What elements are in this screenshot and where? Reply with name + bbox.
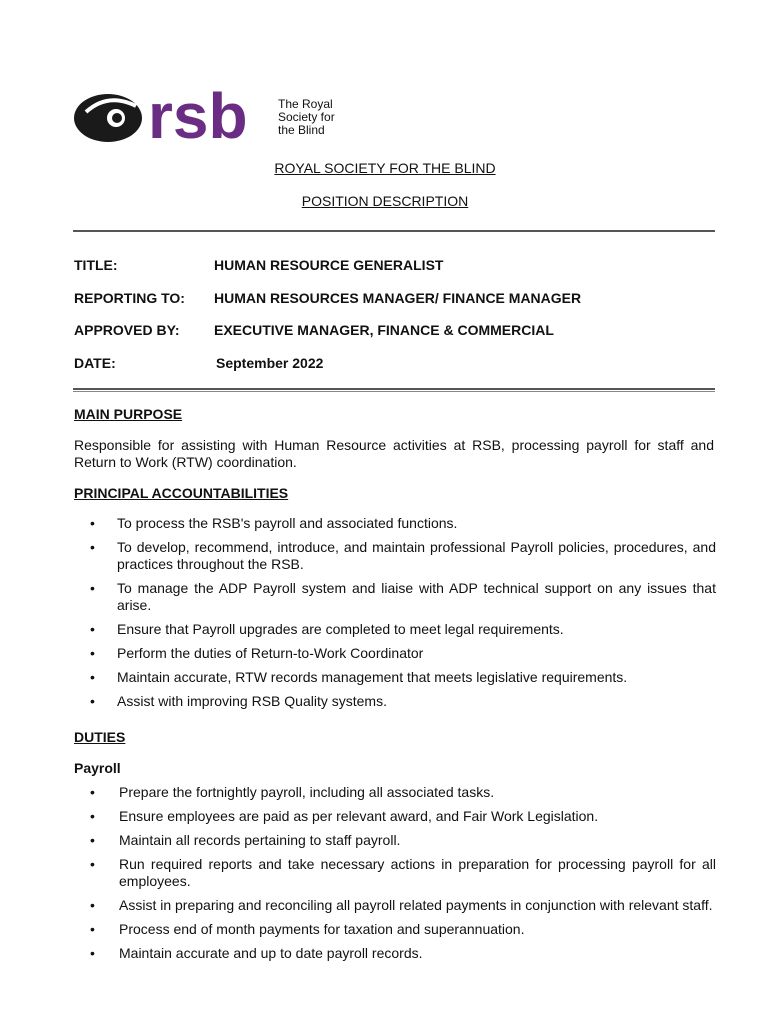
logo-wordmark: rsb xyxy=(148,82,248,146)
meta-label: REPORTING TO: xyxy=(74,290,185,306)
meta-row-reporting-to xyxy=(74,290,724,308)
logo-tagline xyxy=(278,98,335,137)
list-item: • To manage the ADP Payroll system and liaise with ADP technical support on any issues that arise. xyxy=(74,580,716,614)
list-item: • Maintain all records pertaining to staff payroll. xyxy=(74,832,716,849)
list-item: • Prepare the fortnightly payroll, including all associated tasks. xyxy=(74,784,716,801)
duties-heading: DUTIES xyxy=(74,729,126,745)
list-item: • To process the RSB's payroll and associated functions. xyxy=(74,515,716,532)
meta-label: APPROVED BY: xyxy=(74,322,180,338)
main-purpose-text: Responsible for assisting with Human Resource activities at RSB, processing payroll for staff and Return to Work (RTW) coordination. xyxy=(74,437,714,470)
list-item: • Ensure employees are paid as per relevant award, and Fair Work Legislation. xyxy=(74,808,716,825)
logo-tagline-line-2: Society for xyxy=(278,110,335,124)
rsb-logo xyxy=(72,82,362,146)
main-purpose-heading: MAIN PURPOSE xyxy=(74,406,183,422)
divider-bottom xyxy=(73,388,715,390)
meta-label: DATE: xyxy=(74,355,116,371)
meta-value: HUMAN RESOURCE GENERALIST xyxy=(214,257,444,273)
divider-top xyxy=(73,230,715,232)
list-item: • Maintain accurate and up to date payroll records. xyxy=(74,945,716,962)
meta-row-title xyxy=(74,257,724,275)
meta-label: TITLE: xyxy=(74,257,118,273)
logo-tagline-line-3: the Blind xyxy=(278,123,325,137)
list-item: • Ensure that Payroll upgrades are completed to meet legal requirements. xyxy=(74,621,716,638)
list-item: • Assist in preparing and reconciling all payroll related payments in conjunction with relevant staff. xyxy=(74,897,716,914)
list-item: • Assist with improving RSB Quality systems. xyxy=(74,693,716,710)
meta-row-date xyxy=(74,355,724,373)
list-item: • Maintain accurate, RTW records management that meets legislative requirements. xyxy=(74,669,716,686)
payroll-subheading: Payroll xyxy=(74,760,121,776)
payroll-duties-list xyxy=(74,784,716,969)
logo-tagline-line-1: The Royal xyxy=(278,97,333,111)
list-item: • Perform the duties of Return-to-Work Coordinator xyxy=(74,645,716,662)
meta-value: EXECUTIVE MANAGER, FINANCE & COMMERCIAL xyxy=(214,322,554,338)
rsb-logo-mark xyxy=(72,82,272,146)
list-item: • To develop, recommend, introduce, and maintain professional Payroll policies, procedures, and practices throughout the RSB. xyxy=(74,539,716,573)
principal-accountabilities-list xyxy=(74,515,716,717)
org-title: ROYAL SOCIETY FOR THE BLIND xyxy=(274,160,496,176)
meta-value: September 2022 xyxy=(216,355,324,371)
meta-value: HUMAN RESOURCES MANAGER/ FINANCE MANAGER xyxy=(214,290,582,306)
document-title: POSITION DESCRIPTION xyxy=(301,193,469,209)
meta-row-approved-by xyxy=(74,322,724,340)
list-item: • Process end of month payments for taxation and superannuation. xyxy=(74,921,716,938)
list-item: • Run required reports and take necessary actions in preparation for processing payroll for all employees. xyxy=(74,856,716,890)
principal-accountabilities-heading: PRINCIPAL ACCOUNTABILITIES xyxy=(74,485,289,501)
